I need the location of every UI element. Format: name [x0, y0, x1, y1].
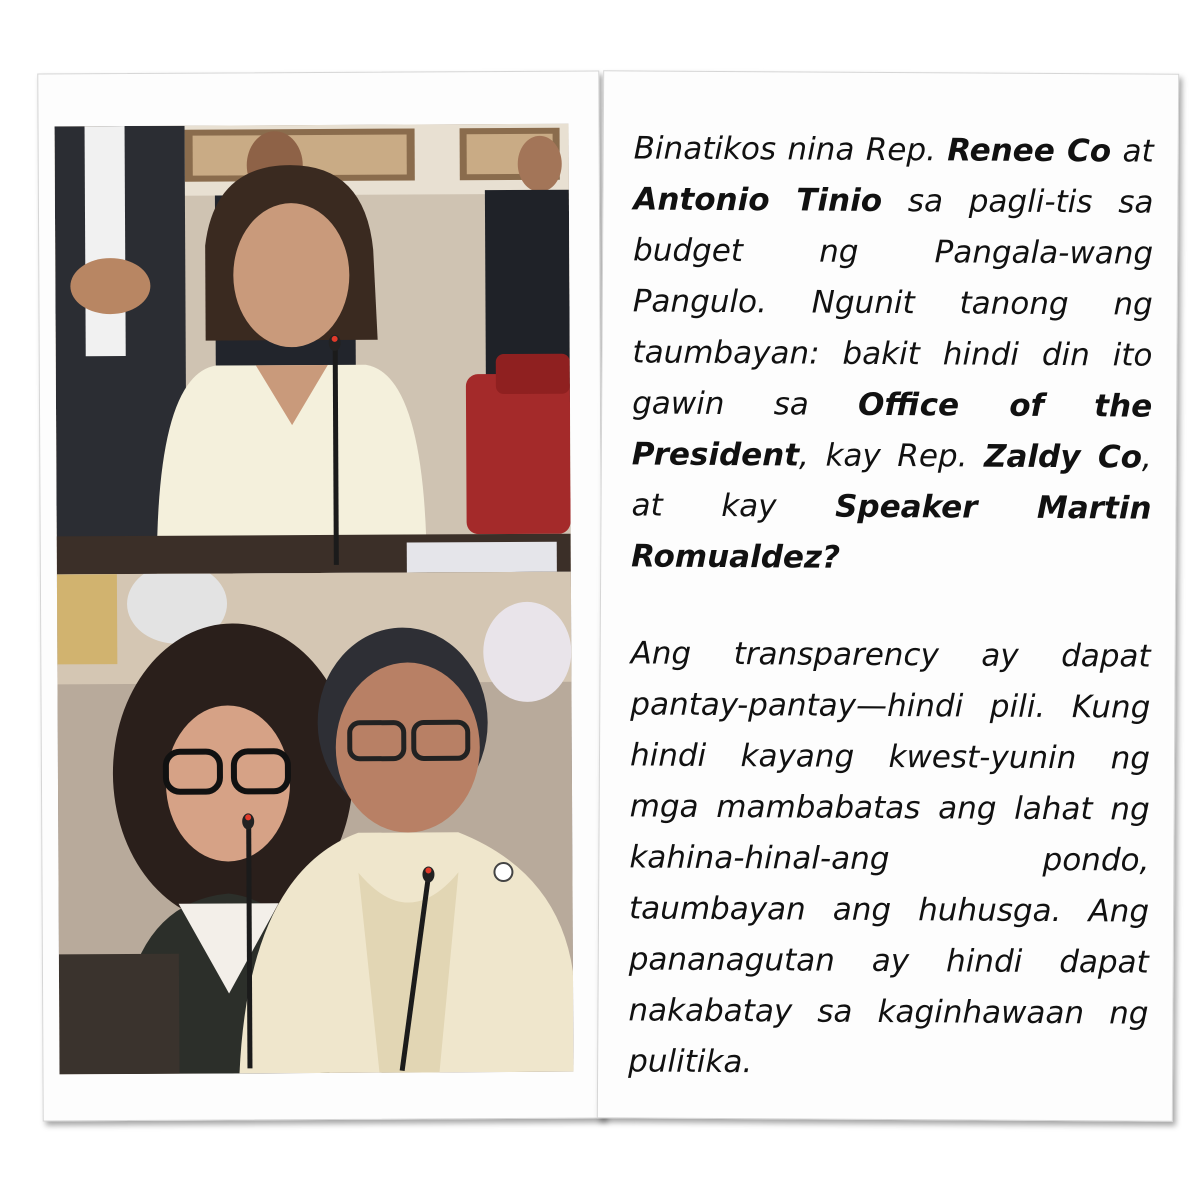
- caption-text: [628, 123, 1154, 1136]
- left-photo-card: [37, 71, 604, 1122]
- caption-bold-name: Renee Co: [947, 132, 1112, 170]
- caption-bold-name: Speaker Martin Romualdez?: [631, 488, 1152, 576]
- hearing-photo-bottom-image: [57, 572, 574, 1075]
- caption-bold-name: Antonio Tinio: [633, 181, 883, 219]
- caption-bold-name: Office of the President: [631, 386, 1153, 474]
- caption-text-run: at: [1111, 133, 1154, 170]
- caption-text-run: , at kay: [631, 439, 1152, 525]
- caption-paragraph-1: [631, 123, 1154, 585]
- hearing-photo-top: [55, 124, 571, 575]
- caption-paragraph-2: Ang transparency ay dapat pantay-pantay—hindi pili. Kung hindi kayang kwest-yunin ng mga mambabatas ang lahat ng kahina-hinal-ang pondo, taumbayan ang huhusga. Ang pananagutan ay hindi dapat nakabatay sa kaginhawaan ng pulitika.: [628, 635, 1151, 1081]
- caption-text-run: , kay Rep.: [799, 437, 985, 475]
- caption-text-run: sa pagli-tis sa budget ng Pangala-wang Pangulo. Ngunit tanong ng taumbayan: bakit hindi din ito gawin sa: [632, 182, 1154, 423]
- hearing-photo-top-image: [55, 124, 571, 575]
- hearing-photo-bottom: [57, 572, 574, 1075]
- right-text-card: [597, 70, 1179, 1121]
- caption-bold-name: Zaldy Co: [983, 438, 1143, 476]
- caption-text-run: Binatikos nina Rep.: [633, 130, 948, 169]
